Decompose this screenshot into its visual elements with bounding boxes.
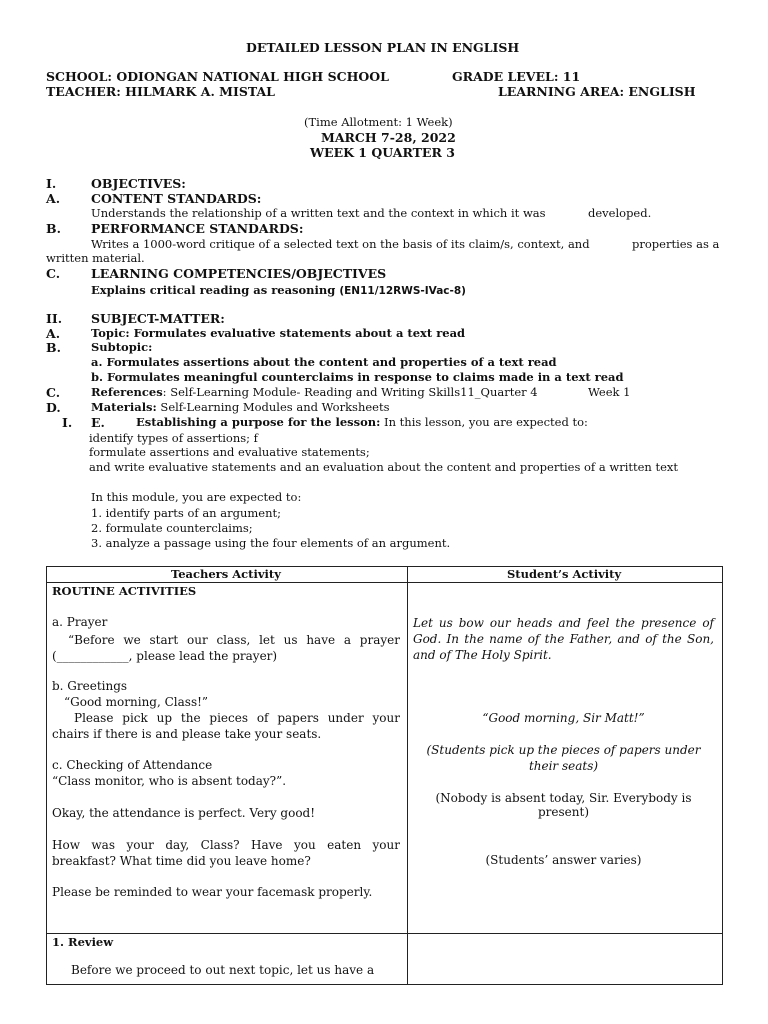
competency-code: (EN11/12RWS-IVac-8) — [339, 285, 466, 297]
purpose-letter: E. — [91, 415, 105, 430]
topic-line — [91, 326, 465, 340]
subject-matter-heading: SUBJECT-MATTER: — [91, 311, 225, 326]
content-standards-text: Understands the relationship of a written text and the context in which it was — [91, 206, 546, 220]
topic-text: : Formulates evaluative statements about a text read — [125, 326, 466, 340]
subtopic-b: b. Formulates meaningful counterclaims in response to claims made in a text read — [91, 370, 624, 384]
content-standards-heading: CONTENT STANDARDS: — [91, 191, 262, 206]
facemask-reminder: Please be reminded to wear your facemask properly. — [52, 885, 373, 899]
objectives-heading: OBJECTIVES: — [91, 176, 186, 191]
attendance-confirmation: Okay, the attendance is perfect. Very good! — [52, 806, 316, 820]
subtopic-label: Subtopic: — [91, 340, 153, 354]
module-item-2: 2. formulate counterclaims; — [91, 521, 253, 535]
materials-line — [91, 400, 390, 414]
references-text: : Self-Learning Module- Reading and Writing Skills11_Quarter 4 — [162, 385, 538, 399]
objectives-number: I. — [46, 176, 57, 191]
subtopic-a: a. Formulates assertions about the content and properties of a text read — [91, 355, 557, 369]
table-column-divider — [407, 566, 408, 984]
competencies-heading: LEARNING COMPETENCIES/OBJECTIVES — [91, 266, 387, 281]
purpose-label: Establishing a purpose for the lesson: — [136, 415, 381, 429]
date-range: MARCH 7-28, 2022 — [321, 130, 456, 145]
purpose-item-3: and write evaluative statements and an evaluation about the content and properties of a written text — [89, 460, 679, 474]
purpose-roman: I. — [62, 415, 73, 430]
routine-heading: ROUTINE ACTIVITIES — [52, 584, 197, 598]
subtopic-letter: B. — [46, 340, 61, 355]
learning-area-label: LEARNING AREA: ENGLISH — [498, 84, 696, 99]
table-review-divider — [46, 933, 722, 934]
day-response: (Students’ answer varies) — [485, 853, 642, 867]
competencies-letter: C. — [46, 266, 61, 281]
module-item-3: 3. analyze a passage using the four elements of an argument. — [91, 536, 451, 550]
purpose-line — [136, 415, 588, 429]
grade-level-label: GRADE LEVEL: 11 — [452, 69, 581, 84]
attendance-question: “Class monitor, who is absent today?”. — [52, 774, 287, 788]
module-item-1: 1. identify parts of an argument; — [91, 506, 281, 520]
table-header-divider — [46, 582, 722, 583]
attendance-response: (Nobody is absent today, Sir. Everybody is present) — [435, 791, 692, 819]
content-standards-text-tail: developed. — [588, 206, 652, 220]
purpose-text: In this lesson, you are expected to: — [380, 415, 588, 429]
prayer-instruction: “Before we start our class, let us have a prayer (____________, please lead the prayer) — [52, 633, 400, 663]
references-label: References — [91, 385, 163, 399]
references-line — [91, 385, 538, 399]
greetings-quote: “Good morning, Class!” — [64, 695, 209, 709]
day-question: How was your day, Class? Have you eaten your breakfast? What time did you leave home? — [52, 838, 400, 868]
performance-standards-text-2: written material. — [46, 251, 145, 265]
prayer-label: a. Prayer — [52, 615, 108, 629]
materials-label: Materials: — [91, 400, 157, 414]
greetings-label: b. Greetings — [52, 679, 128, 693]
topic-letter: A. — [46, 326, 61, 341]
purpose-item-1: identify types of assertions; f — [89, 431, 258, 445]
review-text: Before we proceed to out next topic, let us have a — [71, 963, 375, 977]
performance-standards-heading: PERFORMANCE STANDARDS: — [91, 221, 304, 236]
teacher-column-header: Teachers Activity — [171, 567, 281, 581]
greetings-response: “Good morning, Sir Matt!” — [482, 711, 645, 725]
competencies-statement: Explains critical reading as reasoning — [91, 283, 336, 297]
prayer-response: Let us bow our heads and feel the presence of God. In the name of the Father, and of the Son, and of The Holy Spirit. — [413, 616, 714, 662]
topic-label: Topic — [91, 326, 126, 340]
pick-up-response: (Students pick up the pieces of papers under their seats) — [426, 743, 701, 773]
teacher-label: TEACHER: HILMARK A. MISTAL — [46, 84, 275, 99]
student-column-header: Student’s Activity — [507, 567, 622, 581]
materials-letter: D. — [46, 400, 61, 415]
content-standards-letter: A. — [46, 191, 61, 206]
performance-standards-text-tail: properties as a — [632, 237, 720, 251]
competencies-text — [91, 283, 466, 297]
attendance-label: c. Checking of Attendance — [52, 758, 213, 772]
subject-matter-number: II. — [46, 311, 63, 326]
performance-standards-text: Writes a 1000-word critique of a selected text on the basis of its claim/s, context, and — [91, 237, 590, 251]
review-heading: 1. Review — [52, 935, 114, 949]
purpose-item-2: formulate assertions and evaluative statements; — [89, 445, 370, 459]
materials-text: Self-Learning Modules and Worksheets — [156, 400, 390, 414]
greetings-instruction: Please pick up the pieces of papers under your chairs if there is and please take your seats. — [52, 711, 400, 741]
time-allotment: (Time Allotment: 1 Week) — [304, 115, 453, 129]
references-letter: C. — [46, 385, 61, 400]
school-label: SCHOOL: ODIONGAN NATIONAL HIGH SCHOOL — [46, 69, 389, 84]
performance-standards-letter: B. — [46, 221, 61, 236]
references-week: Week 1 — [588, 385, 631, 399]
week-quarter: WEEK 1 QUARTER 3 — [310, 145, 455, 160]
module-intro: In this module, you are expected to: — [91, 490, 302, 504]
document-title: DETAILED LESSON PLAN IN ENGLISH — [246, 40, 520, 55]
